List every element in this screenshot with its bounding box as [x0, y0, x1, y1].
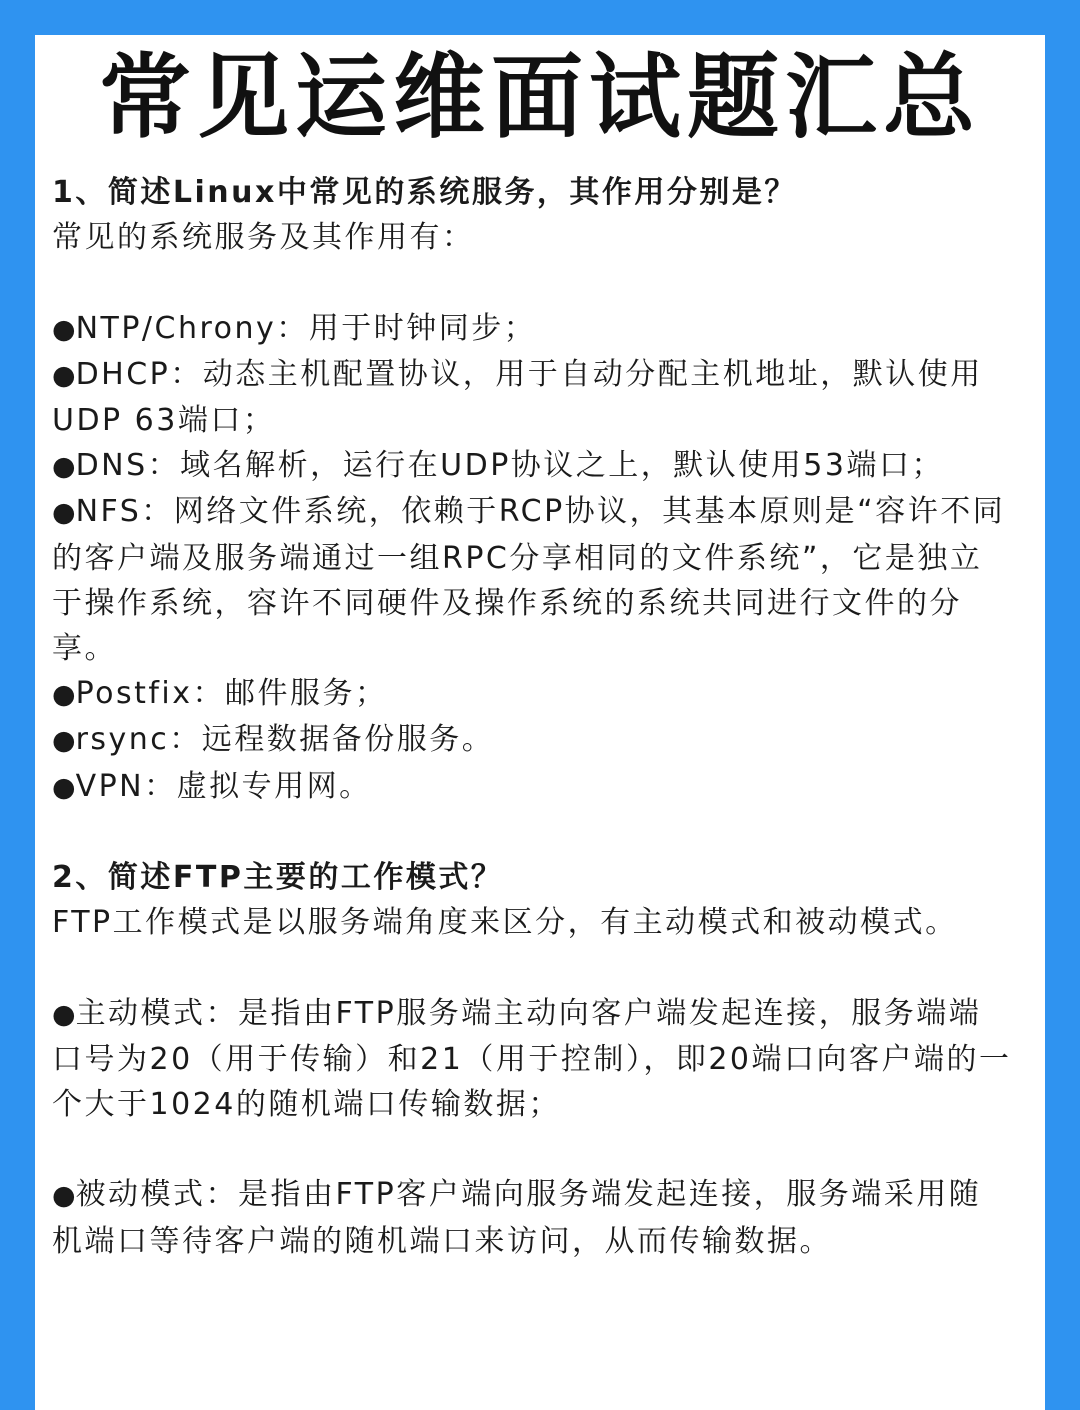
bullet-icon: ● — [52, 998, 76, 1030]
list-item: ●Postfix：邮件服务； — [52, 676, 388, 712]
list-item: ●NTP/Chrony：用于时钟同步； — [52, 310, 537, 346]
question-1: 1、简述Linux中常见的系统服务，其作用分别是？ — [52, 175, 797, 210]
bullet-icon: ● — [52, 359, 76, 391]
bullet-icon: ● — [52, 313, 76, 345]
question-1-intro: 常见的系统服务及其作用有： — [52, 220, 475, 256]
bullet-icon: ● — [52, 725, 76, 757]
question-2: 2、简述FTP主要的工作模式？ — [52, 860, 504, 896]
bullet-icon: ● — [52, 679, 76, 711]
list-item: ●主动模式：是指由FTP服务端主动向客户端发起连接，服务端端口号为20（用于传输）和21（用于控制），即20端口向客户端的一个大于1024的随机端口传输数据； — [52, 995, 1012, 1123]
list-item: ●rsync：远程数据备份服务。 — [52, 722, 495, 758]
article-card — [35, 35, 1045, 1410]
bullet-icon: ● — [52, 771, 76, 803]
list-item: ●VPN：虚拟专用网。 — [52, 768, 372, 804]
list-item: ●被动模式：是指由FTP客户端向服务端发起连接，服务端采用随机端口等待客户端的随机端口来访问，从而传输数据。 — [52, 1177, 982, 1259]
bullet-icon: ● — [52, 451, 76, 483]
bullet-icon: ● — [52, 497, 76, 529]
page-title: 常见运维面试题汇总 — [98, 44, 981, 151]
question-2-intro: FTP工作模式是以服务端角度来区分，有主动模式和被动模式。 — [52, 905, 958, 941]
list-item: ●DNS：域名解析，运行在UDP协议之上，默认使用53端口； — [52, 448, 944, 484]
list-item: ●NFS：网络文件系统，依赖于RCP协议，其基本原则是“容许不同的客户端及服务端通过一组RPC分享相同的文件系统”，它是独立于操作系统，容许不同硬件及操作系统的系统共同进行文件的分享。 — [52, 494, 1006, 667]
list-item: ●DHCP：动态主机配置协议，用于自动分配主机地址，默认使用UDP 63端口； — [52, 356, 983, 438]
bullet-icon: ● — [52, 1180, 76, 1212]
article-body — [52, 170, 1012, 1264]
